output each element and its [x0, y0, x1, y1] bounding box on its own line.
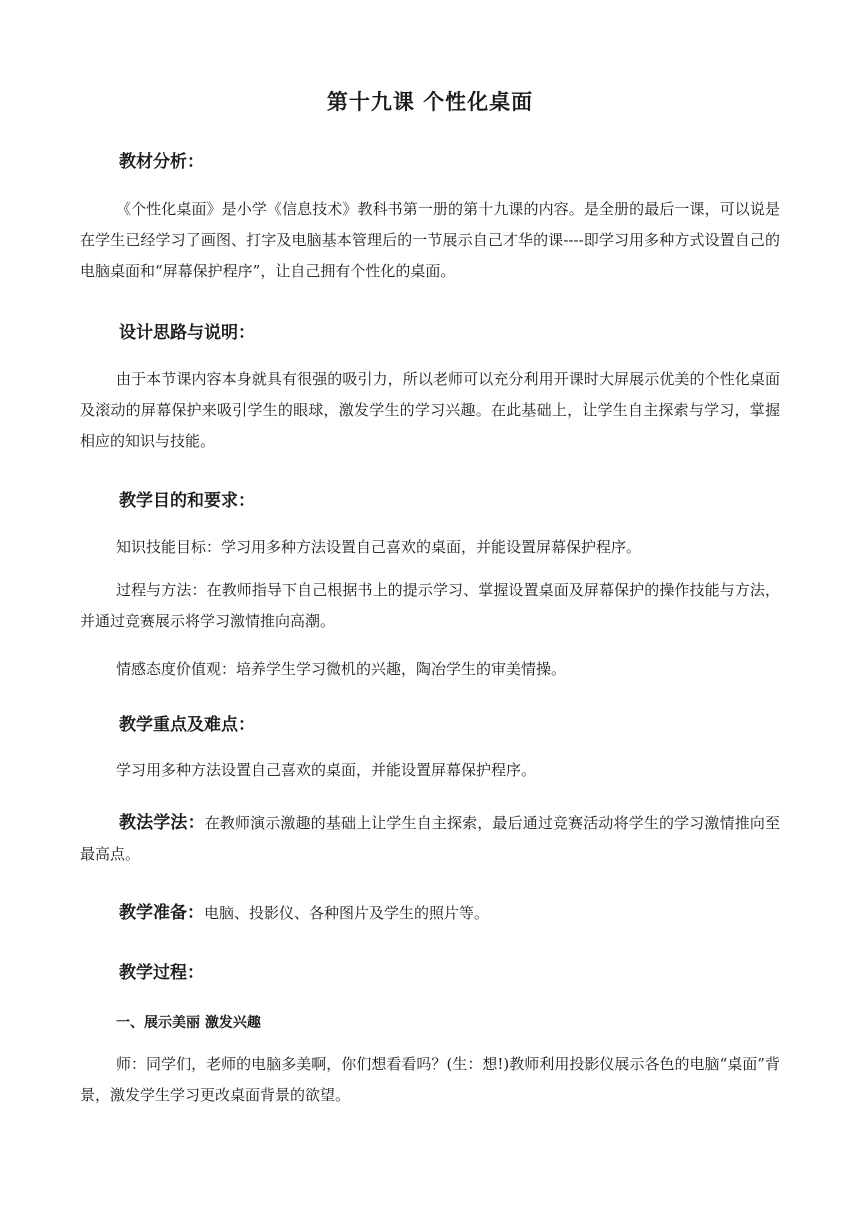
paragraph-goal-emotion: 情感态度价值观：培养学生学习微机的兴趣，陶冶学生的审美情操。 — [116, 660, 567, 678]
paragraph-prep — [80, 898, 780, 929]
subheading-step1: 一、展示美丽 激发兴趣 — [116, 1015, 261, 1031]
heading-design: 设计思路与说明： — [119, 323, 255, 343]
paragraph-keypoints: 学习用多种方法设置自己喜欢的桌面，并能设置屏幕保护程序。 — [116, 761, 537, 779]
label-methods: 教法学法： — [119, 813, 205, 833]
paragraph-methods — [80, 808, 780, 870]
label-prep: 教学准备： — [119, 903, 204, 923]
page-title: 第十九课 个性化桌面 — [326, 90, 534, 114]
paragraph-step1: 师：同学们，老师的电脑多美啊，你们想看看吗？(生：想!)教师利用投影仪展示各色的电脑“桌面”背景，激发学生学习更改桌面背景的欲望。 — [80, 1055, 780, 1104]
text-prep: 电脑、投影仪、各种图片及学生的照片等。 — [204, 904, 490, 922]
text-methods: 在教师演示激趣的基础上让学生自主探索，最后通过竞赛活动将学生的学习激情推向至最高点。 — [80, 814, 780, 863]
heading-goals: 教学目的和要求： — [119, 491, 255, 511]
heading-process: 教学过程： — [119, 963, 204, 983]
heading-keypoints: 教学重点及难点： — [119, 715, 255, 735]
heading-analysis: 教材分析： — [119, 152, 204, 172]
paragraph-goal-process: 过程与方法：在教师指导下自己根据书上的提示学习、掌握设置桌面及屏幕保护的操作技能与方法，并通过竞赛展示将学习激情推向高潮。 — [80, 581, 780, 630]
paragraph-design: 由于本节课内容本身就具有很强的吸引力，所以老师可以充分利用开课时大屏展示优美的个性化桌面及滚动的屏幕保护来吸引学生的眼球，激发学生的学习兴趣。在此基础上，让学生自主探索与学习，掌握相应的知识与技能。 — [80, 370, 780, 450]
paragraph-goal-knowledge: 知识技能目标：学习用多种方法设置自己喜欢的桌面，并能设置屏幕保护程序。 — [116, 538, 642, 556]
paragraph-analysis: 《个性化桌面》是小学《信息技术》教科书第一册的第十九课的内容。是全册的最后一课，可以说是在学生已经学习了画图、打字及电脑基本管理后的一节展示自己才华的课----即学习用多种方式设置自己的电脑桌面和“屏幕保护程序”，让自己拥有个性化的桌面。 — [80, 200, 780, 280]
